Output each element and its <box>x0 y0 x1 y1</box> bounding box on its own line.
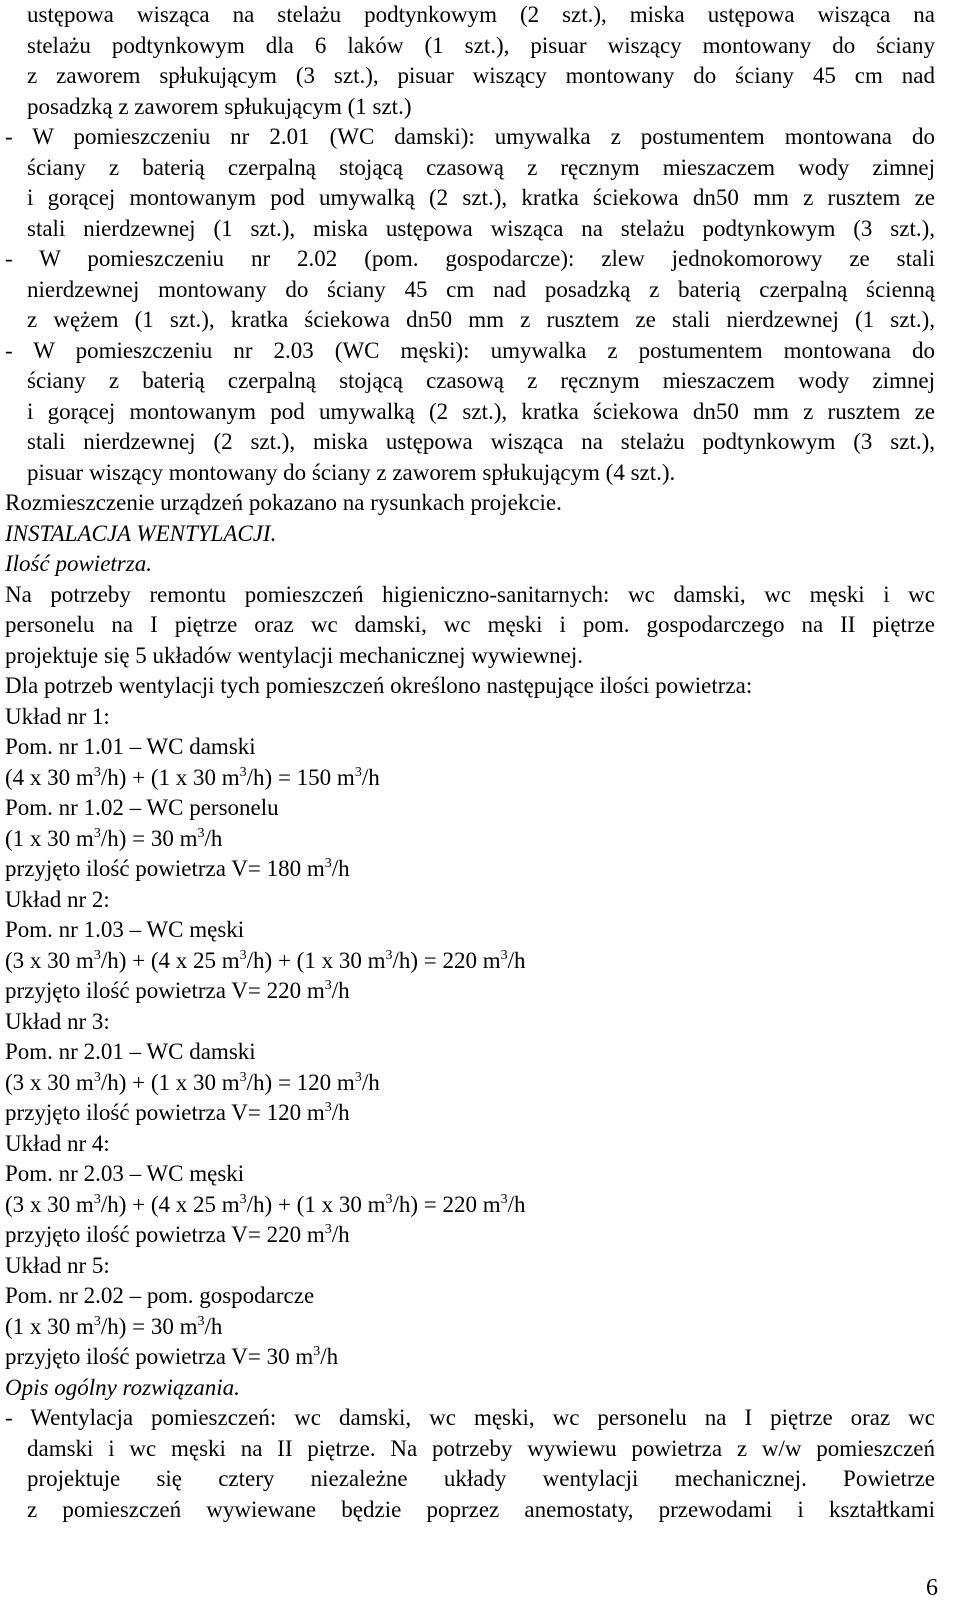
text-line: - W pomieszczeniu nr 2.03 (WC męski): umywalka z postumentem montowana do <box>5 337 935 363</box>
system-label: Układ nr 2: <box>5 886 110 912</box>
text-line: personelu na I piętrze oraz wc damski, wc męski i pom. gospodarczego na II piętrze <box>5 612 935 637</box>
subsection-heading: Opis ogólny rozwiązania. <box>5 1374 240 1400</box>
text-line: posadzką z zaworem spłukującym (1 szt.) <box>27 93 412 119</box>
text-line: - W pomieszczeniu nr 2.01 (WC damski): umywalka z postumentem montowana do <box>5 124 935 149</box>
formula-line <box>5 976 935 1007</box>
formula-line <box>5 946 935 977</box>
exponent: 3 <box>385 947 393 963</box>
formula-text: /h) + (1 x 30 m <box>100 1069 240 1095</box>
formula-text: /h) = 220 m <box>392 947 501 973</box>
exponent: 3 <box>500 1191 508 1207</box>
formula-text: /h <box>507 1191 526 1217</box>
text-line: Dla potrzeb wentylacji tych pomieszczeń określono następujące ilości powietrza: <box>5 673 753 698</box>
formula-text: /h) = 150 m <box>246 764 355 790</box>
text-line: z zaworem spłukującym (3 szt.), pisuar wiszący montowany do ściany 45 cm nad <box>27 63 935 88</box>
document-page <box>5 0 935 1525</box>
exponent: 3 <box>324 856 332 871</box>
formula-line <box>5 1098 935 1129</box>
formula-text: przyjęto ilość powietrza V= 180 m <box>5 856 325 881</box>
text-line: ściany z baterią czerpalną stojącą czasową z ręcznym mieszaczem wody zimnej <box>27 368 935 393</box>
formula-text: /h) + (1 x 30 m <box>246 1191 386 1217</box>
formula-text: /h <box>204 1313 223 1339</box>
formula-text: /h) + (4 x 25 m <box>100 947 240 973</box>
formula-text: przyjęto ilość powietrza V= 30 m <box>5 1344 314 1369</box>
formula-line <box>5 1068 935 1099</box>
formula-text: /h <box>331 1222 350 1247</box>
formula-text: /h <box>507 947 526 973</box>
section-heading: INSTALACJA WENTYLACJI. <box>5 520 277 546</box>
formula-text: (1 x 30 m <box>5 1313 94 1339</box>
text-line: nierdzewnej montowany do ściany 45 cm nad posadzką z baterią czerpalną ścienną <box>27 276 935 302</box>
formula-text: /h) = 220 m <box>392 1191 501 1217</box>
text-line: z pomieszczeń wywiewane będzie poprzez anemostaty, przewodami i kształtkami <box>27 1496 935 1522</box>
room-label: Pom. nr 2.03 – WC męski <box>5 1161 245 1186</box>
exponent: 3 <box>93 1313 101 1329</box>
room-label: Pom. nr 1.02 – WC personelu <box>5 795 279 820</box>
exponent: 3 <box>313 1344 321 1359</box>
exponent: 3 <box>354 764 362 780</box>
exponent: 3 <box>354 1069 362 1085</box>
exponent: 3 <box>324 978 332 993</box>
formula-text: (4 x 30 m <box>5 764 94 790</box>
formula-text: /h) + (4 x 25 m <box>100 1191 240 1217</box>
text-line: stali nierdzewnej (1 szt.), miska ustępowa wisząca na stelażu podtynkowym (3 szt.), <box>27 215 935 241</box>
formula-line <box>5 763 935 794</box>
formula-line <box>5 1220 935 1251</box>
exponent: 3 <box>239 764 247 780</box>
exponent: 3 <box>197 825 205 841</box>
text-line: z wężem (1 szt.), kratka ściekowa dn50 mm z rusztem ze stali nierdzewnej (1 szt.), <box>27 307 935 332</box>
exponent: 3 <box>239 1191 247 1207</box>
exponent: 3 <box>93 764 101 780</box>
text-line: damski i wc męski na II piętrze. Na potrzeby wywiewu powietrza z w/w pomieszczeń <box>27 1435 935 1461</box>
text-line: pisuar wiszący montowany do ściany z zaworem spłukującym (4 szt.). <box>27 459 676 485</box>
text-line: - W pomieszczeniu nr 2.02 (pom. gospodarcze): zlew jednokomorowy ze stali <box>5 246 935 271</box>
exponent: 3 <box>324 1100 332 1115</box>
system-label: Układ nr 1: <box>5 703 110 729</box>
exponent: 3 <box>239 1069 247 1085</box>
room-label: Pom. nr 1.03 – WC męski <box>5 917 245 942</box>
system-label: Układ nr 5: <box>5 1252 110 1278</box>
room-label: Pom. nr 1.01 – WC damski <box>5 734 256 759</box>
formula-text: /h <box>361 1069 380 1095</box>
formula-text: /h) = 30 m <box>100 1313 198 1339</box>
text-line: stali nierdzewnej (2 szt.), miska ustępowa wisząca na stelażu podtynkowym (3 szt.), <box>27 429 935 454</box>
formula-text: /h <box>204 825 223 851</box>
text-line: projektuje się 5 układów wentylacji mechanicznej wywiewnej. <box>5 642 583 668</box>
system-label: Układ nr 4: <box>5 1130 110 1156</box>
room-label: Pom. nr 2.01 – WC damski <box>5 1039 256 1064</box>
exponent: 3 <box>93 1069 101 1085</box>
formula-text: (1 x 30 m <box>5 825 94 851</box>
formula-text: (3 x 30 m <box>5 947 94 973</box>
formula-text: przyjęto ilość powietrza V= 220 m <box>5 1222 325 1247</box>
formula-text: /h <box>331 978 350 1003</box>
formula-line <box>5 824 935 855</box>
formula-text: /h <box>361 764 380 790</box>
formula-text: /h) = 120 m <box>246 1069 355 1095</box>
formula-text: (3 x 30 m <box>5 1069 94 1095</box>
text-line: ustępowa wisząca na stelażu podtynkowym (2 szt.), miska ustępowa wisząca na <box>27 2 935 27</box>
formula-text: przyjęto ilość powietrza V= 120 m <box>5 1100 325 1125</box>
text-line: ściany z baterią czerpalną stojącą czasową z ręcznym mieszaczem wody zimnej <box>27 154 935 180</box>
formula-text: /h) + (1 x 30 m <box>246 947 386 973</box>
formula-text: /h <box>331 1100 350 1125</box>
text-line: stelażu podtynkowym dla 6 laków (1 szt.), pisuar wiszący montowany do ściany <box>27 32 935 58</box>
text-line: Na potrzeby remontu pomieszczeń higieniczno-sanitarnych: wc damski, wc męski i wc <box>5 581 935 607</box>
text-line: - Wentylacja pomieszczeń: wc damski, wc męski, wc personelu na I piętrze oraz wc <box>5 1405 935 1430</box>
exponent: 3 <box>93 825 101 841</box>
formula-text: przyjęto ilość powietrza V= 220 m <box>5 978 325 1003</box>
formula-text: /h) + (1 x 30 m <box>100 764 240 790</box>
text-line: i gorącej montowanym pod umywalką (2 szt.), kratka ściekowa dn50 mm z rusztem ze <box>27 398 935 424</box>
formula-line <box>5 854 935 885</box>
page-number: 6 <box>926 1575 938 1601</box>
exponent: 3 <box>324 1222 332 1237</box>
system-label: Układ nr 3: <box>5 1008 110 1034</box>
formula-line <box>5 1190 935 1221</box>
room-label: Pom. nr 2.02 – pom. gospodarcze <box>5 1283 315 1308</box>
text-line: i gorącej montowanym pod umywalką (2 szt.), kratka ściekowa dn50 mm z rusztem ze <box>27 185 935 210</box>
subsection-heading: Ilość powietrza. <box>5 551 152 576</box>
text-line: Rozmieszczenie urządzeń pokazano na rysunkach projekcie. <box>5 490 562 515</box>
exponent: 3 <box>239 947 247 963</box>
exponent: 3 <box>385 1191 393 1207</box>
formula-text: (3 x 30 m <box>5 1191 94 1217</box>
text-line: projektuje się cztery niezależne układy wentylacji mechanicznej. Powietrze <box>27 1466 935 1491</box>
formula-text: /h) = 30 m <box>100 825 198 851</box>
exponent: 3 <box>197 1313 205 1329</box>
formula-text: /h <box>331 856 350 881</box>
exponent: 3 <box>500 947 508 963</box>
formula-line <box>5 1342 935 1373</box>
formula-text: /h <box>320 1344 339 1369</box>
exponent: 3 <box>93 947 101 963</box>
formula-line <box>5 1312 935 1343</box>
exponent: 3 <box>93 1191 101 1207</box>
